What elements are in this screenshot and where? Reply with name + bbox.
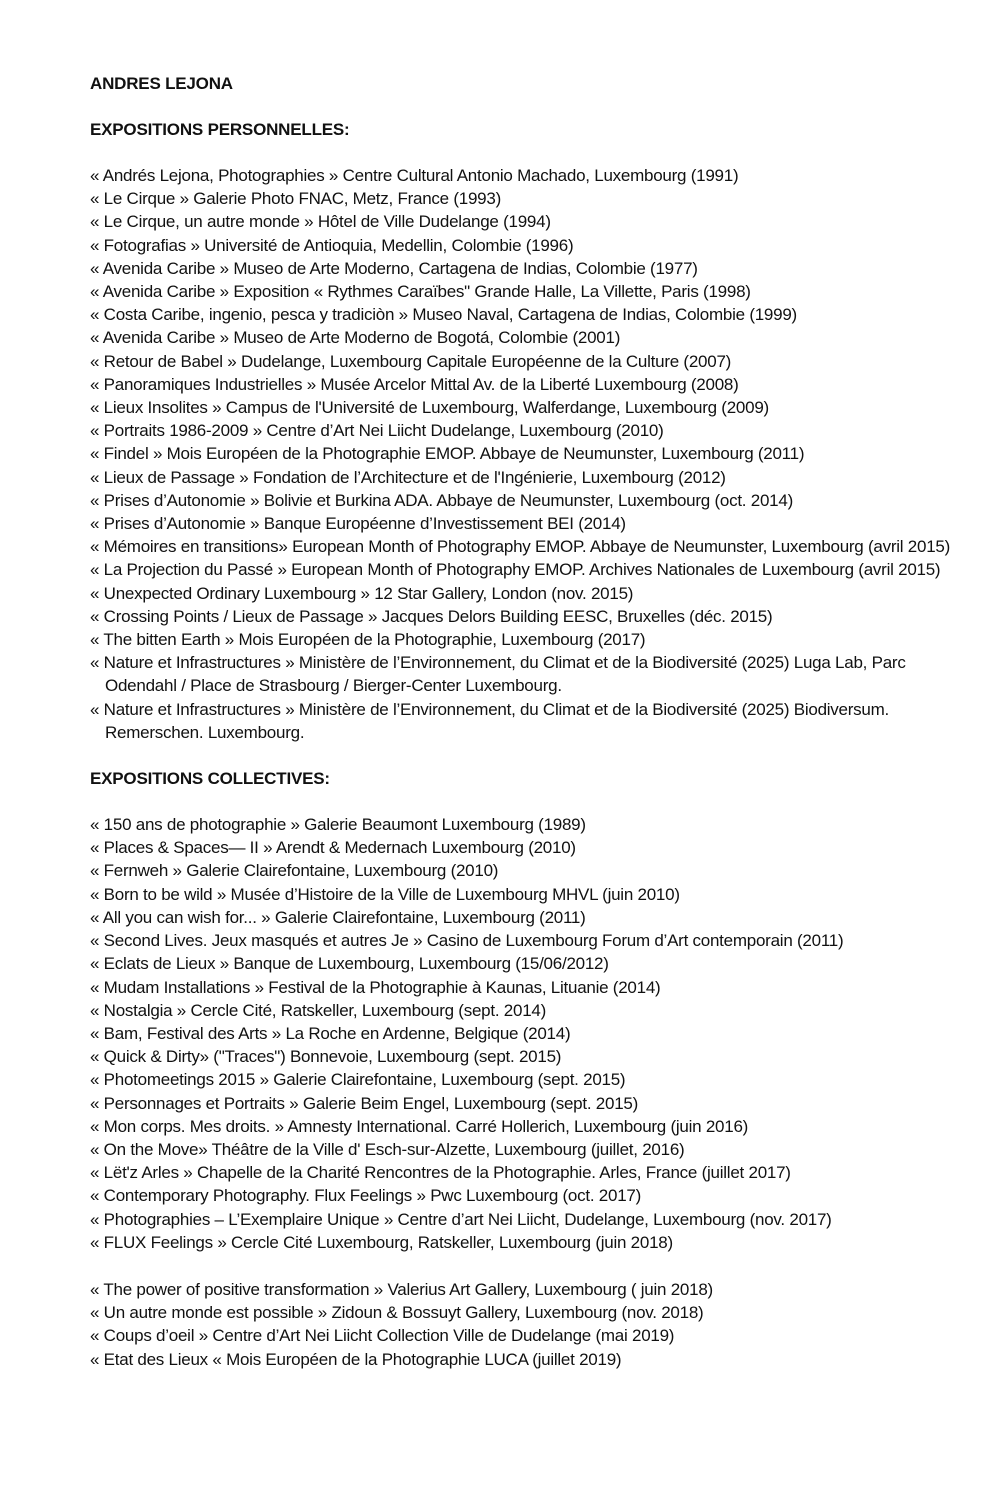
list-item: « All you can wish for... » Galerie Clairefontaine, Luxembourg (2011) [90,907,586,927]
list-item: « Le Cirque, un autre monde » Hôtel de Ville Dudelange (1994) [90,212,551,232]
list-item: « Avenida Caribe » Museo de Arte Moderno de Bogotá, Colombie (2001) [90,328,621,348]
list-item: « Avenida Caribe » Exposition « Rythmes Caraïbes" Grande Halle, La Villette, Paris (1998) [90,282,751,302]
list-item: « Contemporary Photography. Flux Feelings » Pwc Luxembourg (oct. 2017) [90,1186,642,1206]
list-item: « The power of positive transformation » Valerius Art Gallery, Luxembourg ( juin 2018) [90,1279,713,1299]
list-item: « Photographies – L’Exemplaire Unique » Centre d’art Nei Liicht, Dudelange, Luxembourg (nov. 2017) [90,1209,832,1229]
list-item: « Personnages et Portraits » Galerie Beim Engel, Luxembourg (sept. 2015) [90,1093,639,1113]
list-item: « Fernweh » Galerie Clairefontaine, Luxembourg (2010) [90,861,499,881]
list-spacer [90,1254,980,1278]
list-item: « Portraits 1986-2009 » Centre d’Art Nei Liicht Dudelange, Luxembourg (2010) [90,421,664,441]
list-item: « Lieux de Passage » Fondation de l’Architecture et de l'Ingénierie, Luxembourg (2012) [90,467,726,487]
list-item: « Bam, Festival des Arts » La Roche en Ardenne, Belgique (2014) [90,1023,571,1043]
list-item: « La Projection du Passé » European Month of Photography EMOP. Archives Nationales de Luxembourg (avril 2015) [90,560,941,580]
list-item: « Unexpected Ordinary Luxembourg » 12 Star Gallery, London (nov. 2015) [90,583,634,603]
list-item: « Mémoires en transitions» European Month of Photography EMOP. Abbaye de Neumunster, Luxembourg (avril 2015) [90,537,951,557]
list-item: « 150 ans de photographie » Galerie Beaumont Luxembourg (1989) [90,815,586,835]
list-item: « Eclats de Lieux » Banque de Luxembourg, Luxembourg (15/06/2012) [90,954,609,974]
list-item: « Places & Spaces— II » Arendt & Medernach Luxembourg (2010) [90,838,576,858]
collective-exhibitions-list [90,813,980,1254]
list-item: « Mon corps. Mes droits. » Amnesty International. Carré Hollerich, Luxembourg (juin 2016) [90,1116,749,1136]
list-item: « Prises d’Autonomie » Banque Européenne d’Investissement BEI (2014) [90,514,626,534]
list-item: « Second Lives. Jeux masqués et autres Je » Casino de Luxembourg Forum d’Art contemporain (2011) [90,931,844,951]
list-item: « Avenida Caribe » Museo de Arte Moderno, Cartagena de Indias, Colombie (1977) [90,258,698,278]
collective-exhibitions-list-continued [90,1278,980,1371]
personal-exhibitions-heading: EXPOSITIONS PERSONNELLES: [90,120,350,139]
list-item: « Born to be wild » Musée d’Histoire de la Ville de Luxembourg MHVL (juin 2010) [90,884,680,904]
list-item: « Retour de Babel » Dudelange, Luxembourg Capitale Européenne de la Culture (2007) [90,351,732,371]
list-item: « The bitten Earth » Mois Européen de la Photographie, Luxembourg (2017) [90,630,646,650]
list-item: « Prises d’Autonomie » Bolivie et Burkina ADA. Abbaye de Neumunster, Luxembourg (oct. 2014) [90,490,793,510]
list-item: « Crossing Points / Lieux de Passage » Jacques Delors Building EESC, Bruxelles (déc. 2015) [90,606,773,626]
list-item: « Etat des Lieux « Mois Européen de la Photographie LUCA (juillet 2019) [90,1349,622,1369]
list-item: « Nature et Infrastructures » Ministère de l’Environnement, du Climat et de la Biodiversité (2025) Luga Lab, Parc Odendahl / Place de Strasbourg / Bierger-Center Luxembourg. [90,653,906,696]
list-item: « FLUX Feelings » Cercle Cité Luxembourg, Ratskeller, Luxembourg (juin 2018) [90,1232,673,1252]
document-page [90,72,980,1371]
list-item: « Costa Caribe, ingenio, pesca y tradiciòn » Museo Naval, Cartagena de Indias, Colombie (1999) [90,305,797,325]
list-item: « Photomeetings 2015 » Galerie Clairefontaine, Luxembourg (sept. 2015) [90,1070,626,1090]
list-item: « Coups d’oeil » Centre d’Art Nei Liicht Collection Ville de Dudelange (mai 2019) [90,1326,675,1346]
list-item: « Findel » Mois Européen de la Photographie EMOP. Abbaye de Neumunster, Luxembourg (2011) [90,444,805,464]
list-item: « Panoramiques Industrielles » Musée Arcelor Mittal Av. de la Liberté Luxembourg (2008) [90,374,739,394]
personal-exhibitions-list [90,164,980,744]
list-item: « Le Cirque » Galerie Photo FNAC, Metz, France (1993) [90,189,501,209]
list-item: « Quick & Dirty» ("Traces") Bonnevoie, Luxembourg (sept. 2015) [90,1047,562,1067]
list-item: « Lët'z Arles » Chapelle de la Charité Rencontres de la Photographie. Arles, France (juillet 2017) [90,1163,791,1183]
list-item: « Fotografias » Université de Antioquia, Medellin, Colombie (1996) [90,235,574,255]
list-item: « Lieux Insolites » Campus de l'Université de Luxembourg, Walferdange, Luxembourg (2009) [90,398,769,418]
list-item: « Mudam Installations » Festival de la Photographie à Kaunas, Lituanie (2014) [90,977,661,997]
section-spacer [90,744,980,767]
collective-exhibitions-heading: EXPOSITIONS COLLECTIVES: [90,769,330,789]
list-item: « On the Move» Théâtre de la Ville d' Esch-sur-Alzette, Luxembourg (juillet, 2016) [90,1139,685,1159]
list-item: « Un autre monde est possible » Zidoun & Bossuyt Gallery, Luxembourg (nov. 2018) [90,1303,704,1323]
list-item: « Andrés Lejona, Photographies » Centre Cultural Antonio Machado, Luxembourg (1991) [90,166,739,185]
list-item: « Nostalgia » Cercle Cité, Ratskeller, Luxembourg (sept. 2014) [90,1000,547,1020]
list-item: « Nature et Infrastructures » Ministère de l’Environnement, du Climat et de la Biodiversité (2025) Biodiversum. Remerschen. Luxembourg. [90,699,890,742]
artist-name: ANDRES LEJONA [90,74,233,93]
